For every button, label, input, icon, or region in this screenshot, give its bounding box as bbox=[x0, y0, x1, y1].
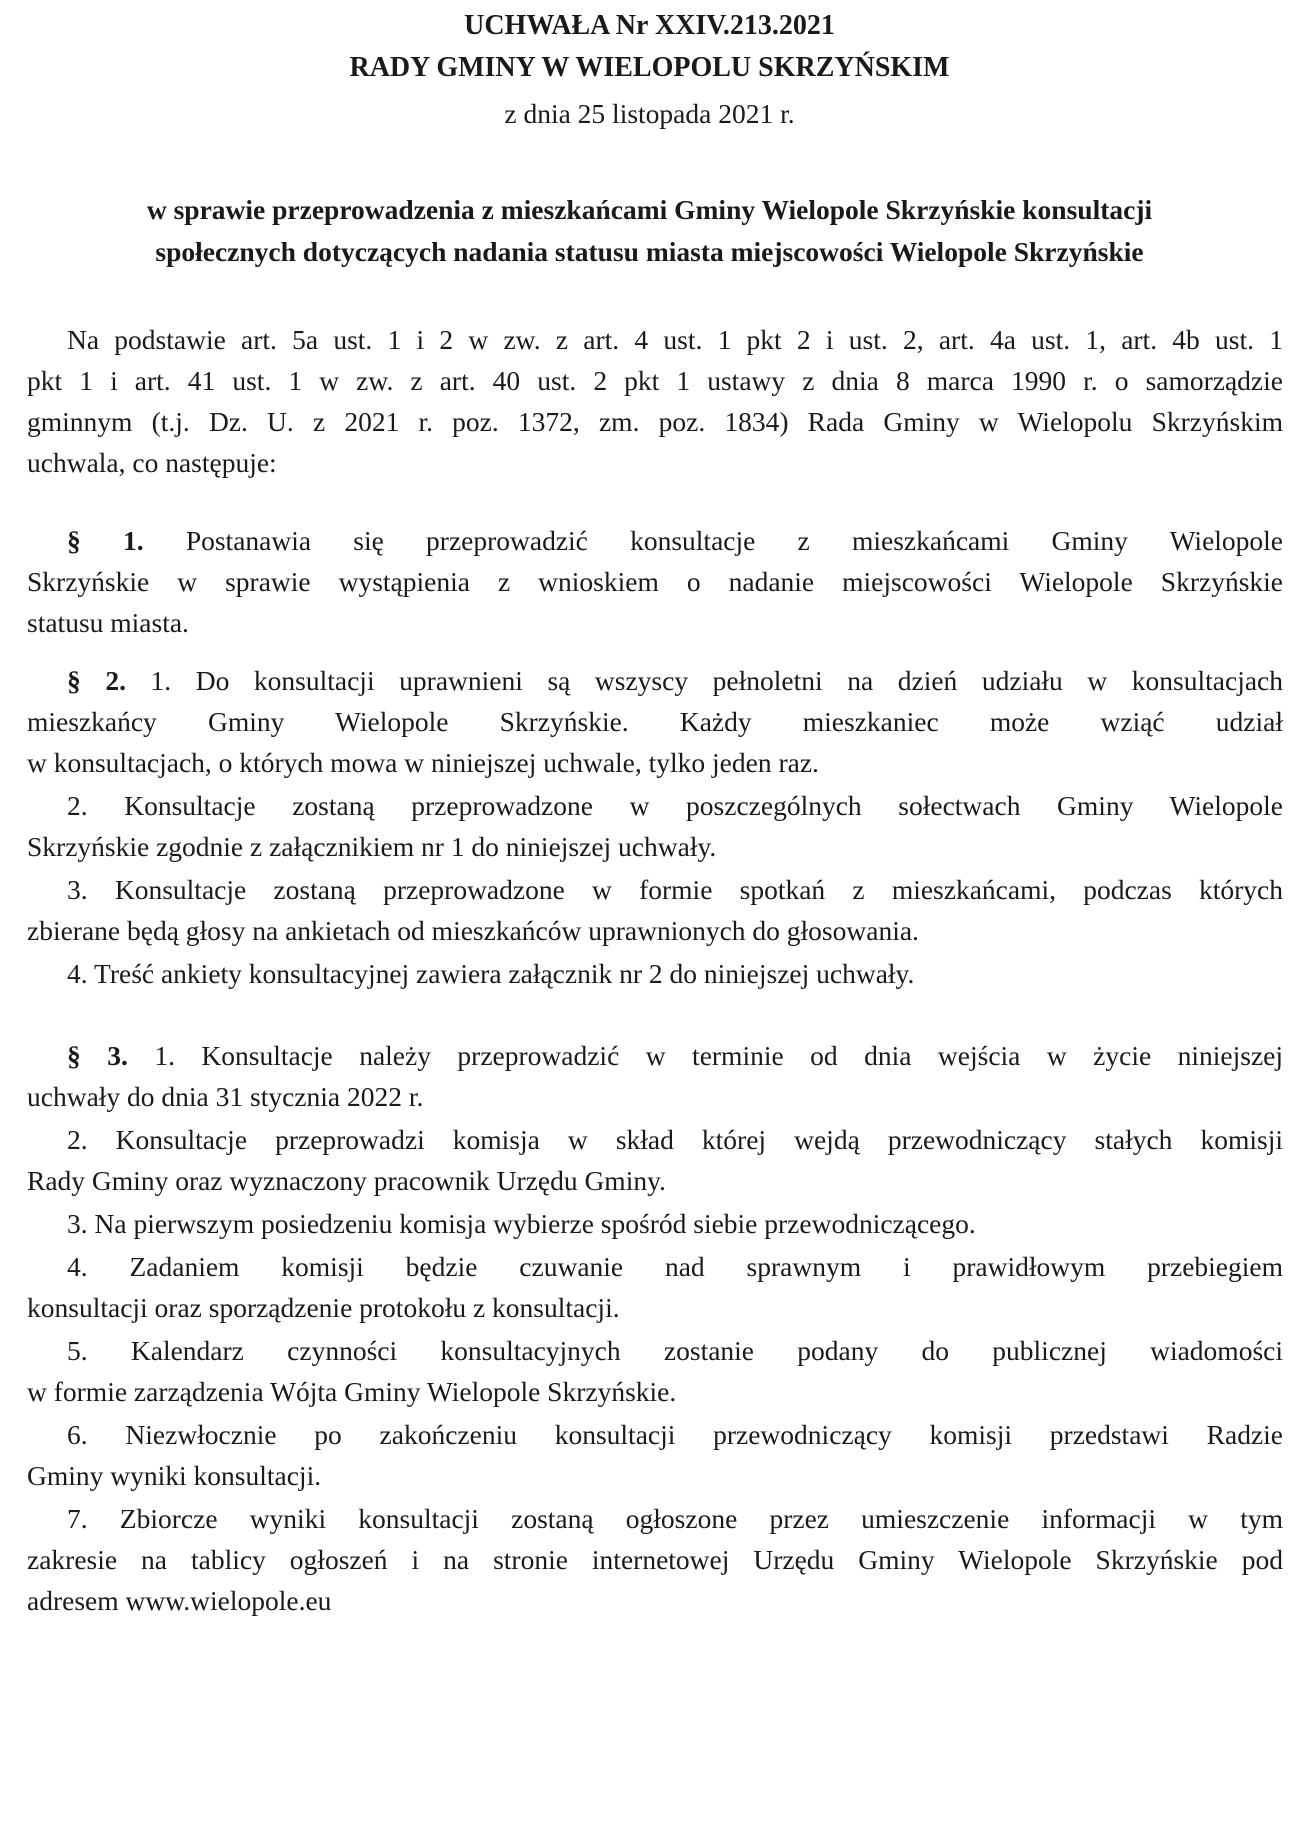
paragraph-1-line: statusu miasta. bbox=[27, 607, 189, 638]
preamble-line: pkt 1 i art. 41 ust. 1 w zw. z art. 40 ust. 2 pkt 1 ustawy z dnia 8 marca 1990 r. o samorządzie bbox=[27, 365, 1283, 396]
paragraph-2-line: 2. Konsultacje zostaną przeprowadzone w poszczególnych sołectwach Gminy Wielopole bbox=[67, 790, 1283, 821]
paragraph-3-line: 7. Zbiorcze wyniki konsultacji zostaną ogłoszone przez umieszczenie informacji w tym bbox=[67, 1503, 1283, 1534]
paragraph-2-line: Skrzyńskie zgodnie z załącznikiem nr 1 do niniejszej uchwały. bbox=[27, 831, 717, 862]
preamble-line: Na podstawie art. 5a ust. 1 i 2 w zw. z art. 4 ust. 1 pkt 2 i ust. 2, art. 4a ust. 1, art. 4b ust. 1 bbox=[67, 324, 1283, 355]
paragraph-3-label: § 3. bbox=[67, 1040, 128, 1071]
paragraph-2-line: w konsultacjach, o których mowa w niniejszej uchwale, tylko jeden raz. bbox=[27, 747, 819, 778]
paragraph-2-line: 4. Treść ankiety konsultacyjnej zawiera załącznik nr 2 do niniejszej uchwały. bbox=[67, 958, 915, 989]
paragraph-1-line: Skrzyńskie w sprawie wystąpienia z wnioskiem o nadanie miejscowości Wielopole Skrzyńskie bbox=[27, 566, 1283, 597]
paragraph-2-line: mieszkańcy Gminy Wielopole Skrzyńskie. Każdy mieszkaniec może wziąć udział bbox=[27, 706, 1283, 737]
paragraph-3-line: 6. Niezwłocznie po zakończeniu konsultacji przewodniczący komisji przedstawi Radzie bbox=[67, 1419, 1283, 1450]
paragraph-3-line: uchwały do dnia 31 stycznia 2022 r. bbox=[27, 1081, 424, 1112]
paragraph-2-label: § 2. bbox=[67, 665, 126, 696]
resolution-date: z dnia 25 listopada 2021 r. bbox=[504, 98, 795, 129]
paragraph-2-line: 3. Konsultacje zostaną przeprowadzone w formie spotkań z mieszkańcami, podczas których bbox=[67, 874, 1283, 905]
issuing-body: RADY GMINY W WIELOPOLU SKRZYŃSKIM bbox=[349, 52, 950, 83]
paragraph-2-line: § 2. 1. Do konsultacji uprawnieni są wszyscy pełnoletni na dzień udziału w konsultacjach bbox=[67, 665, 1284, 696]
paragraph-3-line: 2. Konsultacje przeprowadzi komisja w skład której wejdą przewodniczący stałych komisji bbox=[67, 1124, 1283, 1155]
paragraph-3-line: Rady Gminy oraz wyznaczony pracownik Urzędu Gminy. bbox=[27, 1165, 666, 1196]
paragraph-3-line: konsultacji oraz sporządzenie protokołu z konsultacji. bbox=[27, 1292, 620, 1323]
subject-line-1: w sprawie przeprowadzenia z mieszkańcami Gminy Wielopole Skrzyńskie konsultacji bbox=[146, 194, 1153, 225]
paragraph-1-line: § 1. Postanawia się przeprowadzić konsultacje z mieszkańcami Gminy Wielopole bbox=[67, 525, 1284, 556]
paragraph-3-line: w formie zarządzenia Wójta Gminy Wielopole Skrzyńskie. bbox=[27, 1376, 677, 1407]
paragraph-2-line: zbierane będą głosy na ankietach od mieszkańców uprawnionych do głosowania. bbox=[27, 915, 919, 946]
paragraph-3-line: 5. Kalendarz czynności konsultacyjnych zostanie podany do publicznej wiadomości bbox=[67, 1335, 1283, 1366]
website-address-line: adresem www.wielopole.eu bbox=[27, 1585, 332, 1616]
paragraph-3-line: 4. Zadaniem komisji będzie czuwanie nad sprawnym i prawidłowym przebiegiem bbox=[67, 1251, 1283, 1282]
preamble-line: gminnym (t.j. Dz. U. z 2021 r. poz. 1372, zm. poz. 1834) Rada Gminy w Wielopolu Skrzyńskim bbox=[27, 406, 1283, 437]
paragraph-3-line: § 3. 1. Konsultacje należy przeprowadzić w terminie od dnia wejścia w życie niniejszej bbox=[67, 1040, 1284, 1071]
resolution-number: UCHWAŁA Nr XXIV.213.2021 bbox=[464, 10, 835, 41]
paragraph-3-line: 3. Na pierwszym posiedzeniu komisja wybierze spośród siebie przewodniczącego. bbox=[67, 1208, 976, 1239]
subject-line-2: społecznych dotyczących nadania statusu miasta miejscowości Wielopole Skrzyńskie bbox=[155, 236, 1144, 267]
paragraph-1-label: § 1. bbox=[67, 525, 144, 556]
paragraph-3-line: Gminy wyniki konsultacji. bbox=[27, 1460, 322, 1491]
paragraph-3-line: zakresie na tablicy ogłoszeń i na stronie internetowej Urzędu Gminy Wielopole Skrzyńskie pod bbox=[27, 1544, 1283, 1575]
preamble-line: uchwala, co następuje: bbox=[27, 447, 277, 478]
